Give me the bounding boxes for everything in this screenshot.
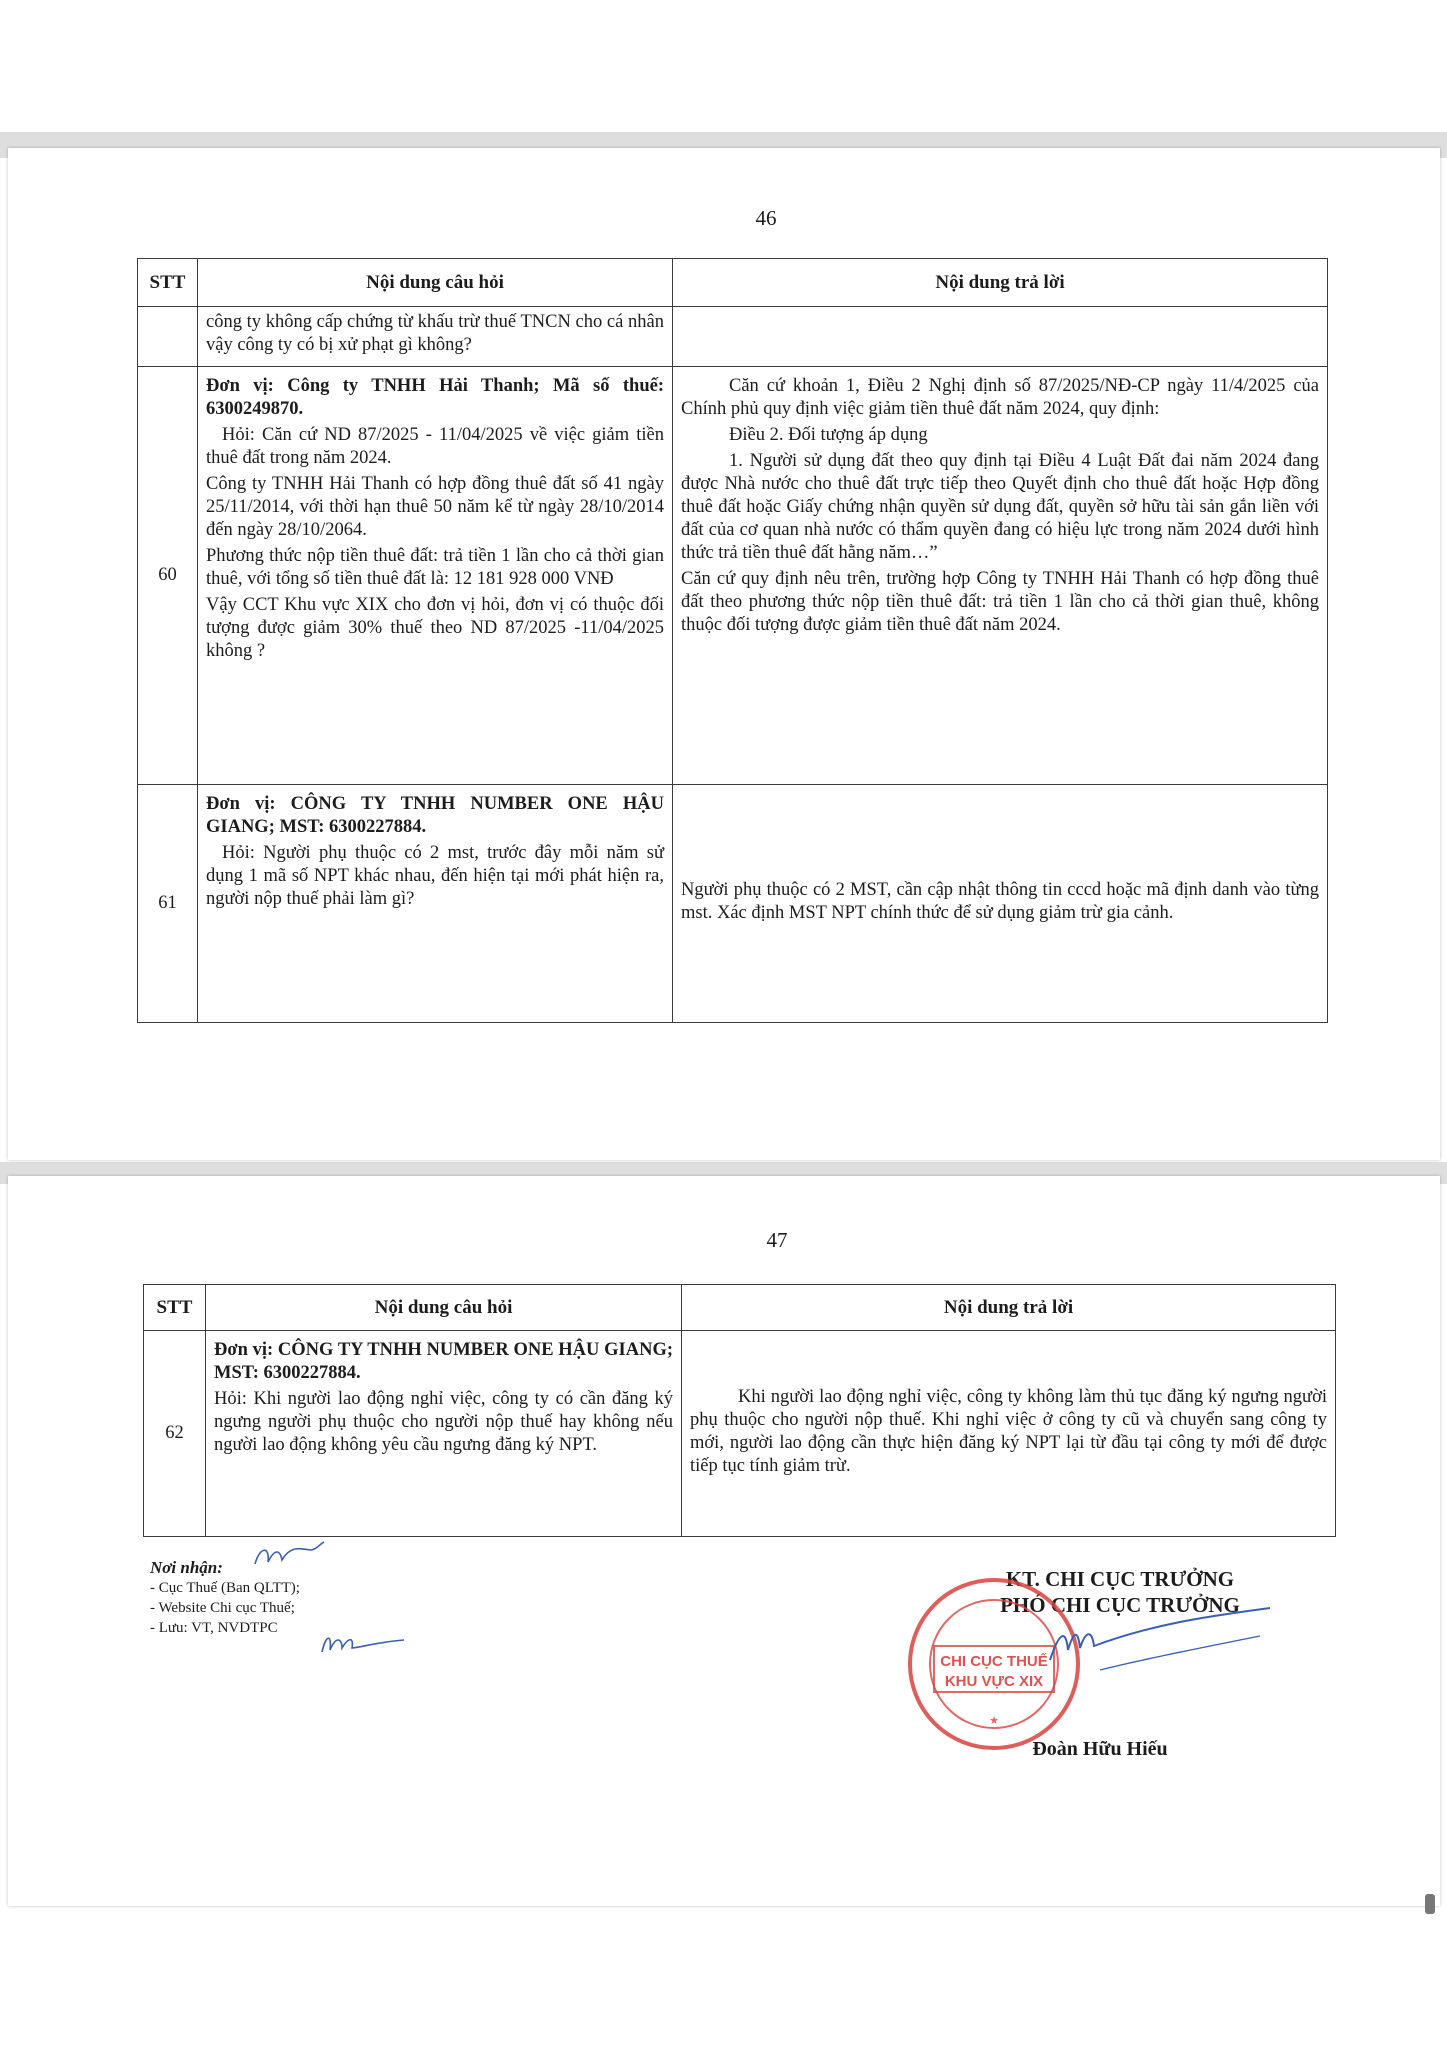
header-stt: STT [138,259,198,307]
answer-cell [673,367,1328,785]
signature [1040,1600,1280,1680]
answer-cell [673,785,1328,1023]
qa-table-page-47 [143,1284,1336,1537]
question-cell [198,307,673,367]
answer-text: Người phụ thuộc có 2 MST, cần cập nhật thông tin cccd hoặc mã định danh vào từng mst. Xác định MST NPT chính thức để sử dụng giảm trừ gia cảnh. [681,880,1319,923]
stamp-text: CHI CỤC THUẾ [940,1653,1048,1670]
question-text: công ty không cấp chứng từ khấu trừ thuế TNCN cho cá nhân vậy công ty có bị xử phạt gì không? [206,312,664,355]
question-text: Phương thức nộp tiền thuê đất: trả tiền 1 lần cho cả thời gian thuê, với tổng số tiền thuê đất là: 12 181 928 000 VNĐ [206,546,664,589]
stt-cell: 62 [144,1331,206,1537]
signer-line: KT. CHI CỤC TRƯỞNG [1005,1567,1235,1591]
answer-text: Điều 2. Đối tượng áp dụng [729,425,928,445]
answer-cell [682,1331,1336,1537]
qa-table-page-46 [137,258,1328,1023]
recipient-item: - Cục Thuế (Ban QLTT); [150,1580,300,1596]
unit-name: Đơn vị: CÔNG TY TNHH NUMBER ONE HẬU GIANG; MST: 6300227884. [206,794,664,837]
initials-mark [250,1536,330,1576]
page-number: 46 [755,206,777,230]
question-text: Hỏi: Người phụ thuộc có 2 mst, trước đây mỗi năm sử dụng 1 mã số NPT khác nhau, đến hiện tại mới phát hiện ra, người nộp thuế phải làm gì? [206,843,664,909]
unit-name: Đơn vị: CÔNG TY TNHH NUMBER ONE HẬU GIANG; MST: 6300227884. [214,1340,673,1383]
question-text: Công ty TNHH Hải Thanh có hợp đồng thuê đất số 41 ngày 25/11/2014, với thời hạn thuê 50 năm kể từ ngày 28/10/2014 đến ngày 28/10/2064. [206,474,664,540]
header-question: Nội dung câu hỏi [206,1285,682,1331]
answer-text: Căn cứ khoản 1, Điều 2 Nghị định số 87/2025/NĐ-CP ngày 11/4/2025 của Chính phủ quy định việc giảm tiền thuê đất năm 2024, quy định: [681,376,1319,419]
header-answer: Nội dung trả lời [682,1285,1336,1331]
question-cell [198,367,673,785]
initials-mark [318,1626,408,1662]
table-row [138,785,1328,1023]
unit-name: Đơn vị: Công ty TNHH Hải Thanh; Mã số thuế: 6300249870. [206,376,664,419]
svg-text:★: ★ [989,1715,999,1727]
answer-cell [673,307,1328,367]
answer-text: Căn cứ quy định nêu trên, trường hợp Công ty TNHH Hải Thanh có hợp đồng thuê đất theo phương thức nộp tiền thuê đất: trả tiền 1 lần cho cả thời gian thuê, không thuộc đối tượng được giảm tiền thuê đất năm 2024. [681,569,1319,635]
answer-text: Khi người lao động nghỉ việc, công ty không làm thủ tục đăng ký ngưng người phụ thuộc cho người nộp thuế. Khi nghỉ việc ở công ty cũ và chuyển sang công ty mới, người lao động cần thực hiện đăng ký NPT lại từ đầu tại công ty mới để được tiếp tục tính giảm trừ. [690,1387,1327,1476]
page-number: 47 [766,1228,788,1252]
stt-cell: 61 [138,785,198,1023]
question-cell [206,1331,682,1537]
stt-cell: 60 [138,367,198,785]
header-question: Nội dung câu hỏi [198,259,673,307]
header-stt: STT [144,1285,206,1331]
stamp-text: KHU VỰC XIX [944,1673,1044,1690]
answer-text: 1. Người sử dụng đất theo quy định tại Điều 4 Luật Đất đai năm 2024 đang được Nhà nước cho thuê đất trực tiếp theo Quyết định cho thuê đất hoặc Hợp đồng thuê đất hoặc Giấy chứng nhận quyền sử dụng đất, quyền sở hữu tài sản gắn liền với đất của cơ quan nhà nước có thẩm quyền đang có hiệu lực trong năm 2024 dưới hình thức trả tiền thuê đất hằng năm…” [681,451,1319,563]
question-cell [198,785,673,1023]
table-row-continued [138,307,1328,367]
question-text: Hỏi: Khi người lao động nghỉ việc, công ty có cần đăng ký ngưng người phụ thuộc cho người nộp thuế hay không nếu người lao động không yêu cầu ngưng đăng ký NPT. [214,1389,673,1455]
recipients-heading: Nơi nhận: [150,1558,223,1577]
signer-line: PHÓ CHI CỤC TRƯỞNG [1000,1593,1240,1617]
table-row [138,367,1328,785]
signer-name: Đoàn Hữu Hiếu [1032,1738,1168,1760]
stt-cell [138,307,198,367]
question-text: Vậy CCT Khu vực XIX cho đơn vị hỏi, đơn vị có thuộc đối tượng được giảm 30% thuế theo ND 87/2025 -11/04/2025 không ? [206,595,664,661]
recipient-item: - Website Chi cục Thuế; [150,1600,295,1616]
header-answer: Nội dung trả lời [673,259,1328,307]
recipient-item: - Lưu: VT, NVDTPC [150,1620,278,1636]
question-text: Hỏi: Căn cứ ND 87/2025 - 11/04/2025 về việc giảm tiền thuê đất trong năm 2024. [206,425,664,468]
table-row [144,1331,1336,1537]
scrollbar-thumb[interactable] [1425,1894,1435,1914]
